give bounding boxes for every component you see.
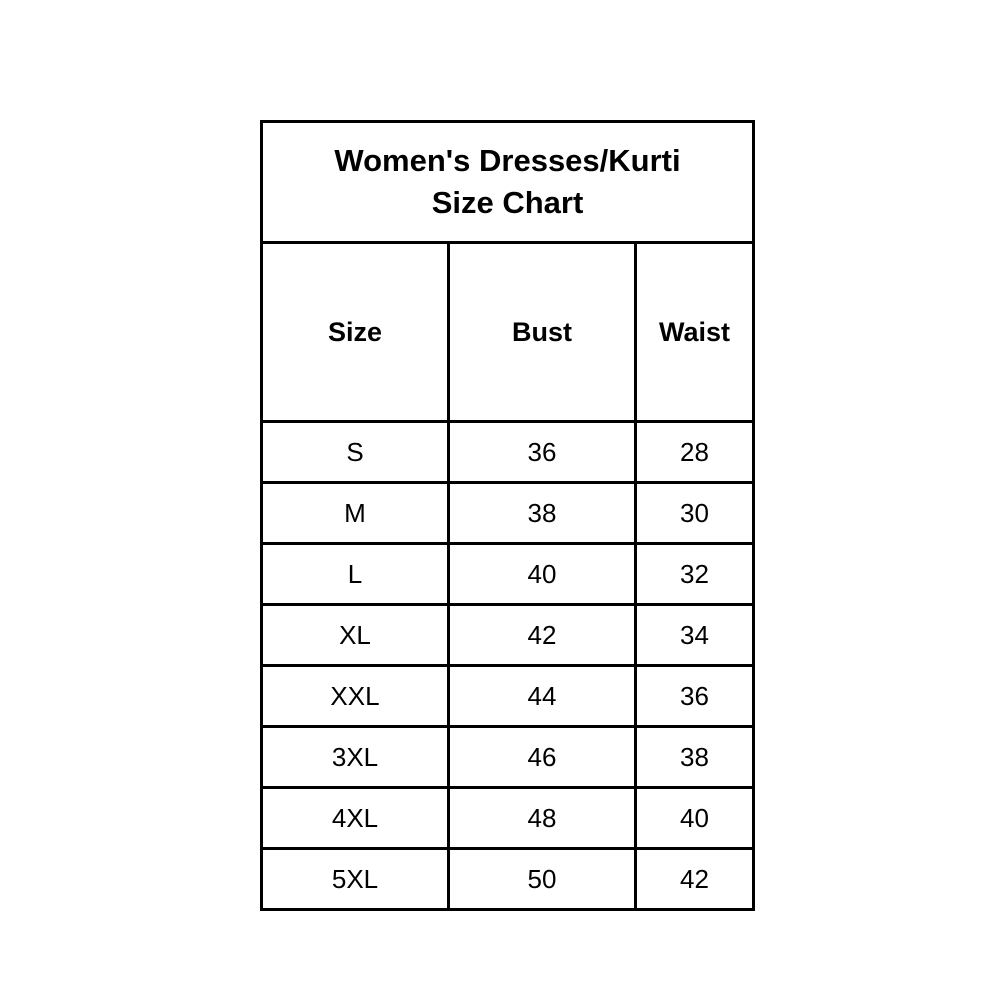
table-row bbox=[262, 605, 754, 666]
size-chart-table bbox=[260, 120, 755, 911]
table-row bbox=[262, 422, 754, 483]
page-title bbox=[262, 122, 754, 243]
title-line-1: Women's Dresses/Kurti bbox=[334, 143, 681, 179]
table-row bbox=[262, 727, 754, 788]
cell-waist: 40 bbox=[636, 788, 754, 849]
cell-waist: 30 bbox=[636, 483, 754, 544]
cell-size: 3XL bbox=[262, 727, 449, 788]
table-row bbox=[262, 788, 754, 849]
cell-size: XXL bbox=[262, 666, 449, 727]
cell-bust: 46 bbox=[449, 727, 636, 788]
cell-size: XL bbox=[262, 605, 449, 666]
cell-bust: 42 bbox=[449, 605, 636, 666]
cell-size: 5XL bbox=[262, 849, 449, 910]
cell-bust: 38 bbox=[449, 483, 636, 544]
size-chart-container bbox=[260, 120, 752, 911]
cell-size: M bbox=[262, 483, 449, 544]
table-row bbox=[262, 483, 754, 544]
cell-size: 4XL bbox=[262, 788, 449, 849]
cell-waist: 28 bbox=[636, 422, 754, 483]
table-row bbox=[262, 849, 754, 910]
cell-waist: 32 bbox=[636, 544, 754, 605]
cell-bust: 40 bbox=[449, 544, 636, 605]
cell-bust: 44 bbox=[449, 666, 636, 727]
cell-size: L bbox=[262, 544, 449, 605]
cell-size: S bbox=[262, 422, 449, 483]
cell-bust: 36 bbox=[449, 422, 636, 483]
table-title-row bbox=[262, 122, 754, 243]
column-header-bust: Bust bbox=[449, 243, 636, 422]
column-header-waist: Waist bbox=[636, 243, 754, 422]
table-row bbox=[262, 666, 754, 727]
title-line-2: Size Chart bbox=[431, 185, 584, 220]
cell-waist: 38 bbox=[636, 727, 754, 788]
column-header-size: Size bbox=[262, 243, 449, 422]
cell-waist: 36 bbox=[636, 666, 754, 727]
cell-bust: 50 bbox=[449, 849, 636, 910]
table-row bbox=[262, 544, 754, 605]
cell-waist: 34 bbox=[636, 605, 754, 666]
cell-bust: 48 bbox=[449, 788, 636, 849]
table-header-row bbox=[262, 243, 754, 422]
cell-waist: 42 bbox=[636, 849, 754, 910]
